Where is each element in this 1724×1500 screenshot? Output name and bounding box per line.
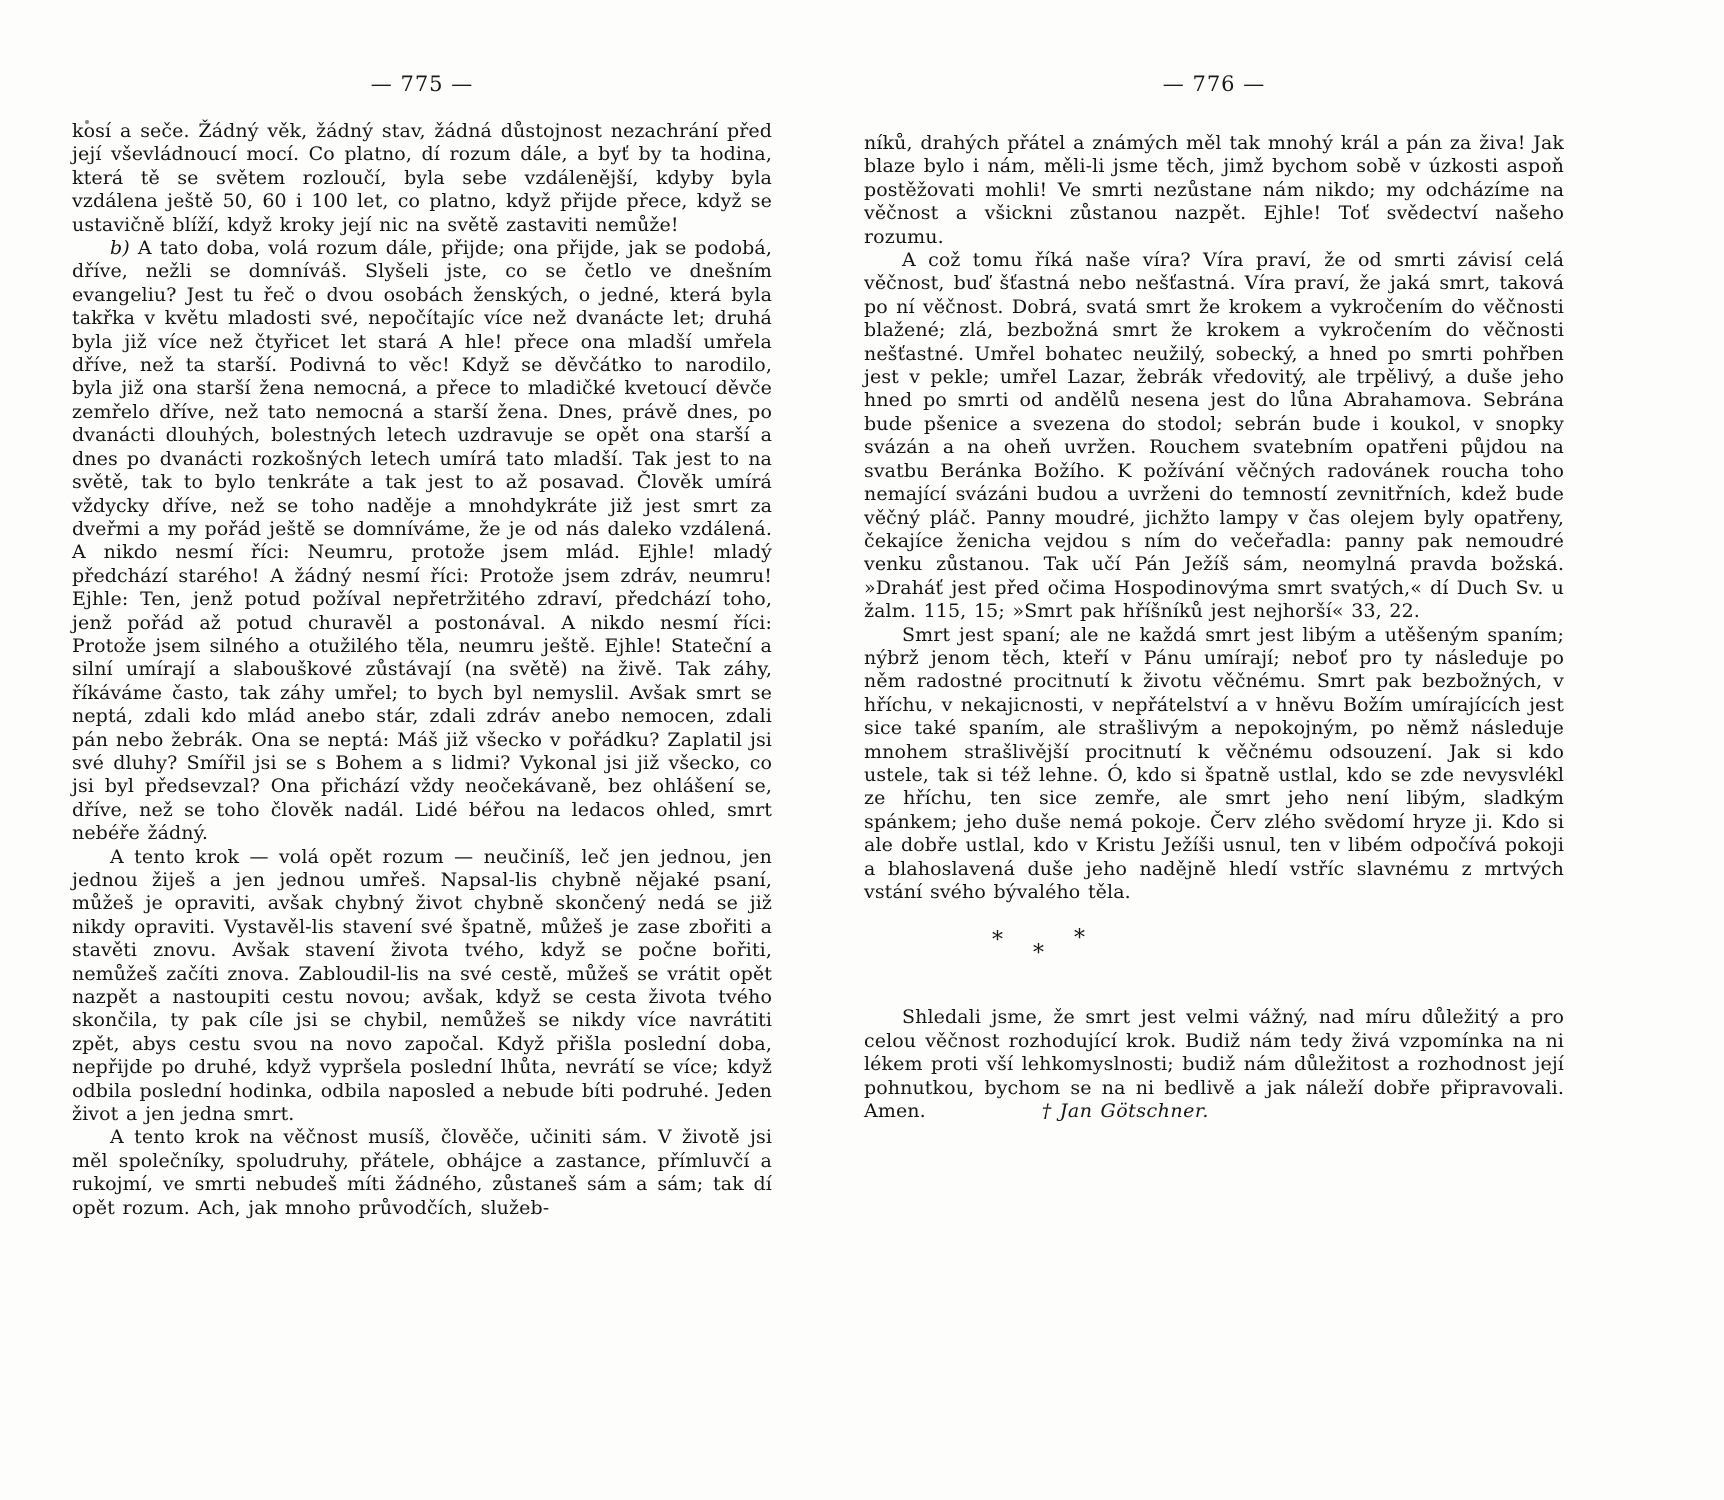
paragraph: [72, 237, 772, 846]
asterisk-glyph: *: [992, 928, 1003, 954]
paragraph-text: Shledali jsme, že smrt jest velmi vážný, nad míru důležitý a pro celou věčnost rozhodující krok. Budiž nám tedy živá vzpomínka na ni lékem proti vší lehkomyslnosti; budiž nám důležitost a rozhodnost její pohnutkou, bychom se na ni bedlivě a jak náleží dobře připravovali. Amen.: [864, 1006, 1564, 1123]
author-signature: † Jan Götschner.: [1041, 1100, 1209, 1123]
paragraph-text: A tato doba, volá rozum dále, přijde; ona přijde, jak se podobá, dříve, nežli se domníváš. Slyšeli jste, co se četlo ve dnešním evangeliu? Jest tu řeč o dvou osobách ženských, o jedné, která byla takřka v květu mladosti své, nepočítajíc více než dvanácte let; druhá byla již více než čtyřicet let stará A hle! přece ona mladší umřela dříve, než ta starší. Podivná to věc! Když se děvčátko to narodilo, byla již ona starší žena nemocná, a přece to mladičké kvetoucí děvče zemřelo dříve, než tato nemocná a starší žena. Dnes, právě dnes, po dvanácti dlouhých, bolestných letech uzdravuje se opět ona starší a dnes po dvanácti rozkošných letech umírá tato mladší. Tak jest to na světě, tak to bylo tenkráte a tak jest to až posavad. Člověk umírá vždycky dříve, než se toho naděje a mnohdykráte již jest smrt za dveřmi a my pořád ještě se domníváme, že je od nás daleko vzdálená. A nikdo nesmí říci: Neumru, protože jsem mlád. Ejhle! mladý předchází starého! A žádný nesmí říci: Protože jsem zdráv, neumru! Ejhle: Ten, jenž potud požíval nepřetržitého zdraví, předchází toho, jenž pořád až potud churavěl a postonával. A nikdo nesmí říci: Protože jsem silného a otužilého těla, neumru ještě. Ejhle! Stateční a silní umírají a slabouškové zůstávají (na světě) na živě. Tak záhy, říkáváme často, tak záhy umřel; to bych byl nemyslil. Avšak smrt se neptá, zdali kdo mlád anebo stár, zdali zdráv anebo nemocen, zdali pán nebo žebrák. Ona se neptá: Máš již všecko v pořádku? Zaplatil jsi své dluhy? Smířil jsi se s Bohem a s lidmi? Vykonal jsi již všecko, co jsi byl předsevzal? Ona přichází vždy neočekávaně, bez ohlášení se, dříve, než se toho člověk nadál. Lidé béřou na ledacos ohled, smrt nebéře žádný.: [72, 237, 772, 845]
asterisk-section-divider: [864, 928, 1564, 980]
page-number-775: — 775 —: [370, 72, 474, 96]
asterisk-glyph: *: [1033, 941, 1044, 967]
paragraph: A což tomu říká naše víra? Víra praví, že od smrti závisí celá věčnost, buď šťastná nebo nešťastná. Víra praví, že jaká smrt, taková po ní věčnost. Dobrá, svatá smrt že krokem a vykročením do věčnosti blažené; zlá, bezbožná smrt že krokem a vykročením do věčnosti nešťastné. Umřel bohatec neužilý, sobecký, a hned po smrti pohřben jest v pekle; umřel Lazar, žebrák vředovitý, ale trpělivý, a duše jeho hned po smrti od andělů nesena jest do lůna Abrahamova. Sebrána bude pšenice a svezena do stodol; sebrán bude i koukol, v snopky svázán a na oheň uvržen. Rouchem svatebním opatřeni půjdou na svatbu Beránka Božího. K požívání věčných radovánek roucha toho nemající svázáni budou a uvrženi do temností zevnitřních, kdež bude věčný pláč. Panny moudré, jichžto lampy v čas olejem byly opatřeny, čekajíce ženicha vejdou s ním do večeřadla: panny pak nemoudré venku zůstanou. Tak učí Pán Ježíš sám, neomylná pravda božská. »Draháť jest před očima Hospodinovýma smrt svatých,« dí Duch Sv. u žalm. 115, 15; »Smrt pak hříšníků jest nejhorší« 33, 22.: [864, 249, 1564, 623]
paragraph: Smrt jest spaní; ale ne každá smrt jest libým a utěšeným spaním; nýbrž jenom těch, kteří v Pánu umírají; neboť pro ty následuje po něm radostné procitnutí k životu věčnému. Smrt pak bezbožných, v hříchu, v nekajicnosti, v nepřátelství a v hněvu Božím umírajících jest sice také spaním, ale strašlivým a nepokojným, po němž následuje mnohem strašlivější procitnutí k věčnému odsouzení. Jak si kdo ustele, tak si též lehne. Ó, kdo si špatně ustlal, kdo se zde nevysvlékl ze hříchu, ten sice zemře, ale smrt jeho není libým, sladkým spánkem; jeho duše nemá pokoje. Červ zlého svědomí hryze ji. Kdo si ale dobře ustlal, kdo v Kristu Ježíši usnul, ten v libém odpočívá pokoji a blahoslavená duše jeho nadějně hledí vstříc slavnému z mrtvých vstání svého bývalého těla.: [864, 623, 1564, 903]
page-776-column: [864, 72, 1564, 1123]
paragraph: A tento krok — volá opět rozum — neučiníš, leč jen jednou, jen jednou žiješ a jen jednou umřeš. Napsal-lis chybně nějaké psaní, můžeš je opraviti, avšak chybný život chybně skončený nedá se již nikdy opraviti. Vystavěl-lis stavení své špatně, můžeš je zase zbořiti a stavěti znovu. Avšak stavení života tvého, když se počne bořiti, nemůžeš začíti znova. Zabloudil-lis na své cestě, můžeš se vrátit opět nazpět a nastoupiti cestu novou; avšak, když se cesta života tvého skončila, ty pak cíle jsi se chybil, nemůžeš se nikdy více navrátiti zpět, abys cestu svou na novo započal. Když přišla poslední doba, nepřijde po druhé, když vypršela poslední lhůta, nevrátí se více; když odbila poslední hodinka, odbila naposled a nebude bíti podruhé. Jeden život a jen jedna smrt.: [72, 845, 772, 1126]
paragraph: níků, drahých přátel a známých měl tak mnohý král a pán za živa! Jak blaze bylo i nám, měli-li jsme těch, jimž bychom sobě v úzkosti aspoň postěžovati mohli! Ve smrti nezůstane nám nikdo; my odcházíme na věčnost a všickni zůstanou nazpět. Ejhle! Toť svědectví našeho rozumu.: [864, 132, 1564, 248]
page-775-text: [72, 120, 772, 1220]
asterisk-glyph: *: [1074, 926, 1085, 952]
page-775-column: [72, 72, 772, 1220]
paragraph-closing: [864, 1006, 1564, 1123]
page-number-776: — 776 —: [1162, 72, 1266, 96]
paragraph: A tento krok na věčnost musíš, člověče, učiniti sám. V životě jsi měl společníky, spoludruhy, přátele, obhájce a zastance, přímluvčí a rukojmí, ve smrti nebudeš míti žádného, zůstaneš sám a sám; tak dí opět rozum. Ach, jak mnoho průvodčích, služeb-: [72, 1126, 772, 1219]
paragraph-lead-letter: b): [110, 237, 130, 260]
paragraph: kosí a seče. Žádný věk, žádný stav, žádná důstojnost nezachrání před její vševládnoucí mocí. Co platno, dí rozum dále, a byť by ta hodina, která tě se světem rozloučí, byla sebe vzdálenější, kdyby byla vzdálena ještě 50, 60 i 100 let, co platno, když přijde přece, když se ustavičně blíží, když kroky její nic na světě zastaviti nemůže!: [72, 120, 772, 236]
page-776-text: [864, 132, 1564, 1123]
